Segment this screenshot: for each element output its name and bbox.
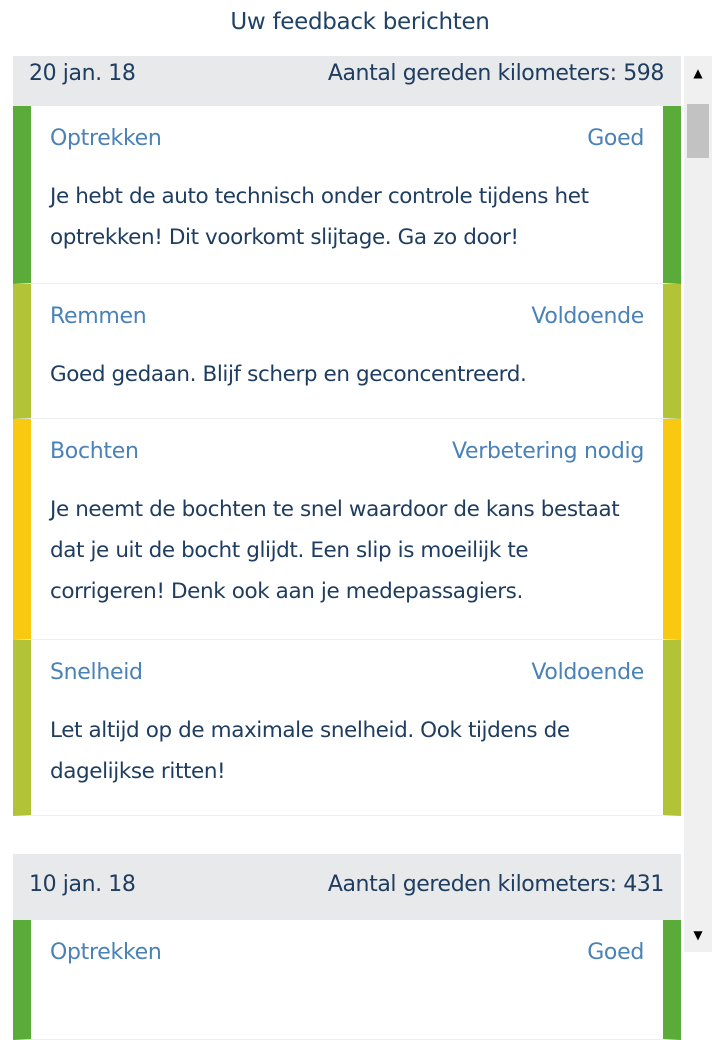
feedback-text	[50, 990, 644, 1007]
feedback-text: Je neemt de bochten te snel waardoor de kans bestaat dat je uit de bocht glijdt. Een slip is moeilijk te corrigeren! Denk ook aan je medepassagiers.	[50, 497, 620, 604]
scroll-down-icon[interactable]: ▼	[693, 928, 703, 942]
feedback-category: Optrekken	[50, 126, 162, 151]
scroll-up-icon[interactable]: ▲	[693, 66, 703, 80]
page-title: Uw feedback berichten	[230, 9, 490, 35]
feedback-category: Snelheid	[50, 660, 143, 685]
feedback-category: Remmen	[50, 304, 147, 329]
feedback-item	[13, 640, 681, 816]
vertical-scrollbar[interactable]	[684, 56, 712, 952]
feedback-category: Optrekken	[50, 940, 162, 965]
feedback-text: Je hebt de auto technisch onder controle tijdens het optrekken! Dit voorkomt slijtage. Ga zo door!	[50, 184, 589, 250]
feedback-rating: Goed	[587, 126, 644, 151]
session-date: 20 jan. 18	[29, 61, 136, 86]
session-block	[13, 854, 681, 1040]
feedback-text: Let altijd op de maximale snelheid. Ook tijdens de dagelijkse ritten!	[50, 718, 570, 784]
feedback-category: Bochten	[50, 439, 139, 464]
feedback-rating: Verbetering nodig	[452, 439, 644, 464]
session-spacer	[13, 816, 681, 854]
feedback-text: Goed gedaan. Blijf scherp en geconcentreerd.	[50, 362, 527, 387]
feedback-item	[13, 284, 681, 419]
session-header	[13, 56, 681, 106]
session-header	[13, 854, 681, 920]
feedback-item	[13, 920, 681, 1040]
feedback-rating: Voldoende	[531, 304, 644, 329]
feedback-rating: Goed	[587, 940, 644, 965]
session-block	[13, 56, 681, 816]
session-date: 10 jan. 18	[29, 872, 136, 897]
scroll-thumb[interactable]	[687, 104, 709, 158]
session-km: Aantal gereden kilometers: 431	[327, 872, 664, 897]
session-km: Aantal gereden kilometers: 598	[327, 61, 664, 86]
feedback-item	[13, 106, 681, 284]
feedback-item	[13, 419, 681, 640]
feedback-rating: Voldoende	[531, 660, 644, 685]
feedback-list[interactable]	[13, 56, 681, 965]
